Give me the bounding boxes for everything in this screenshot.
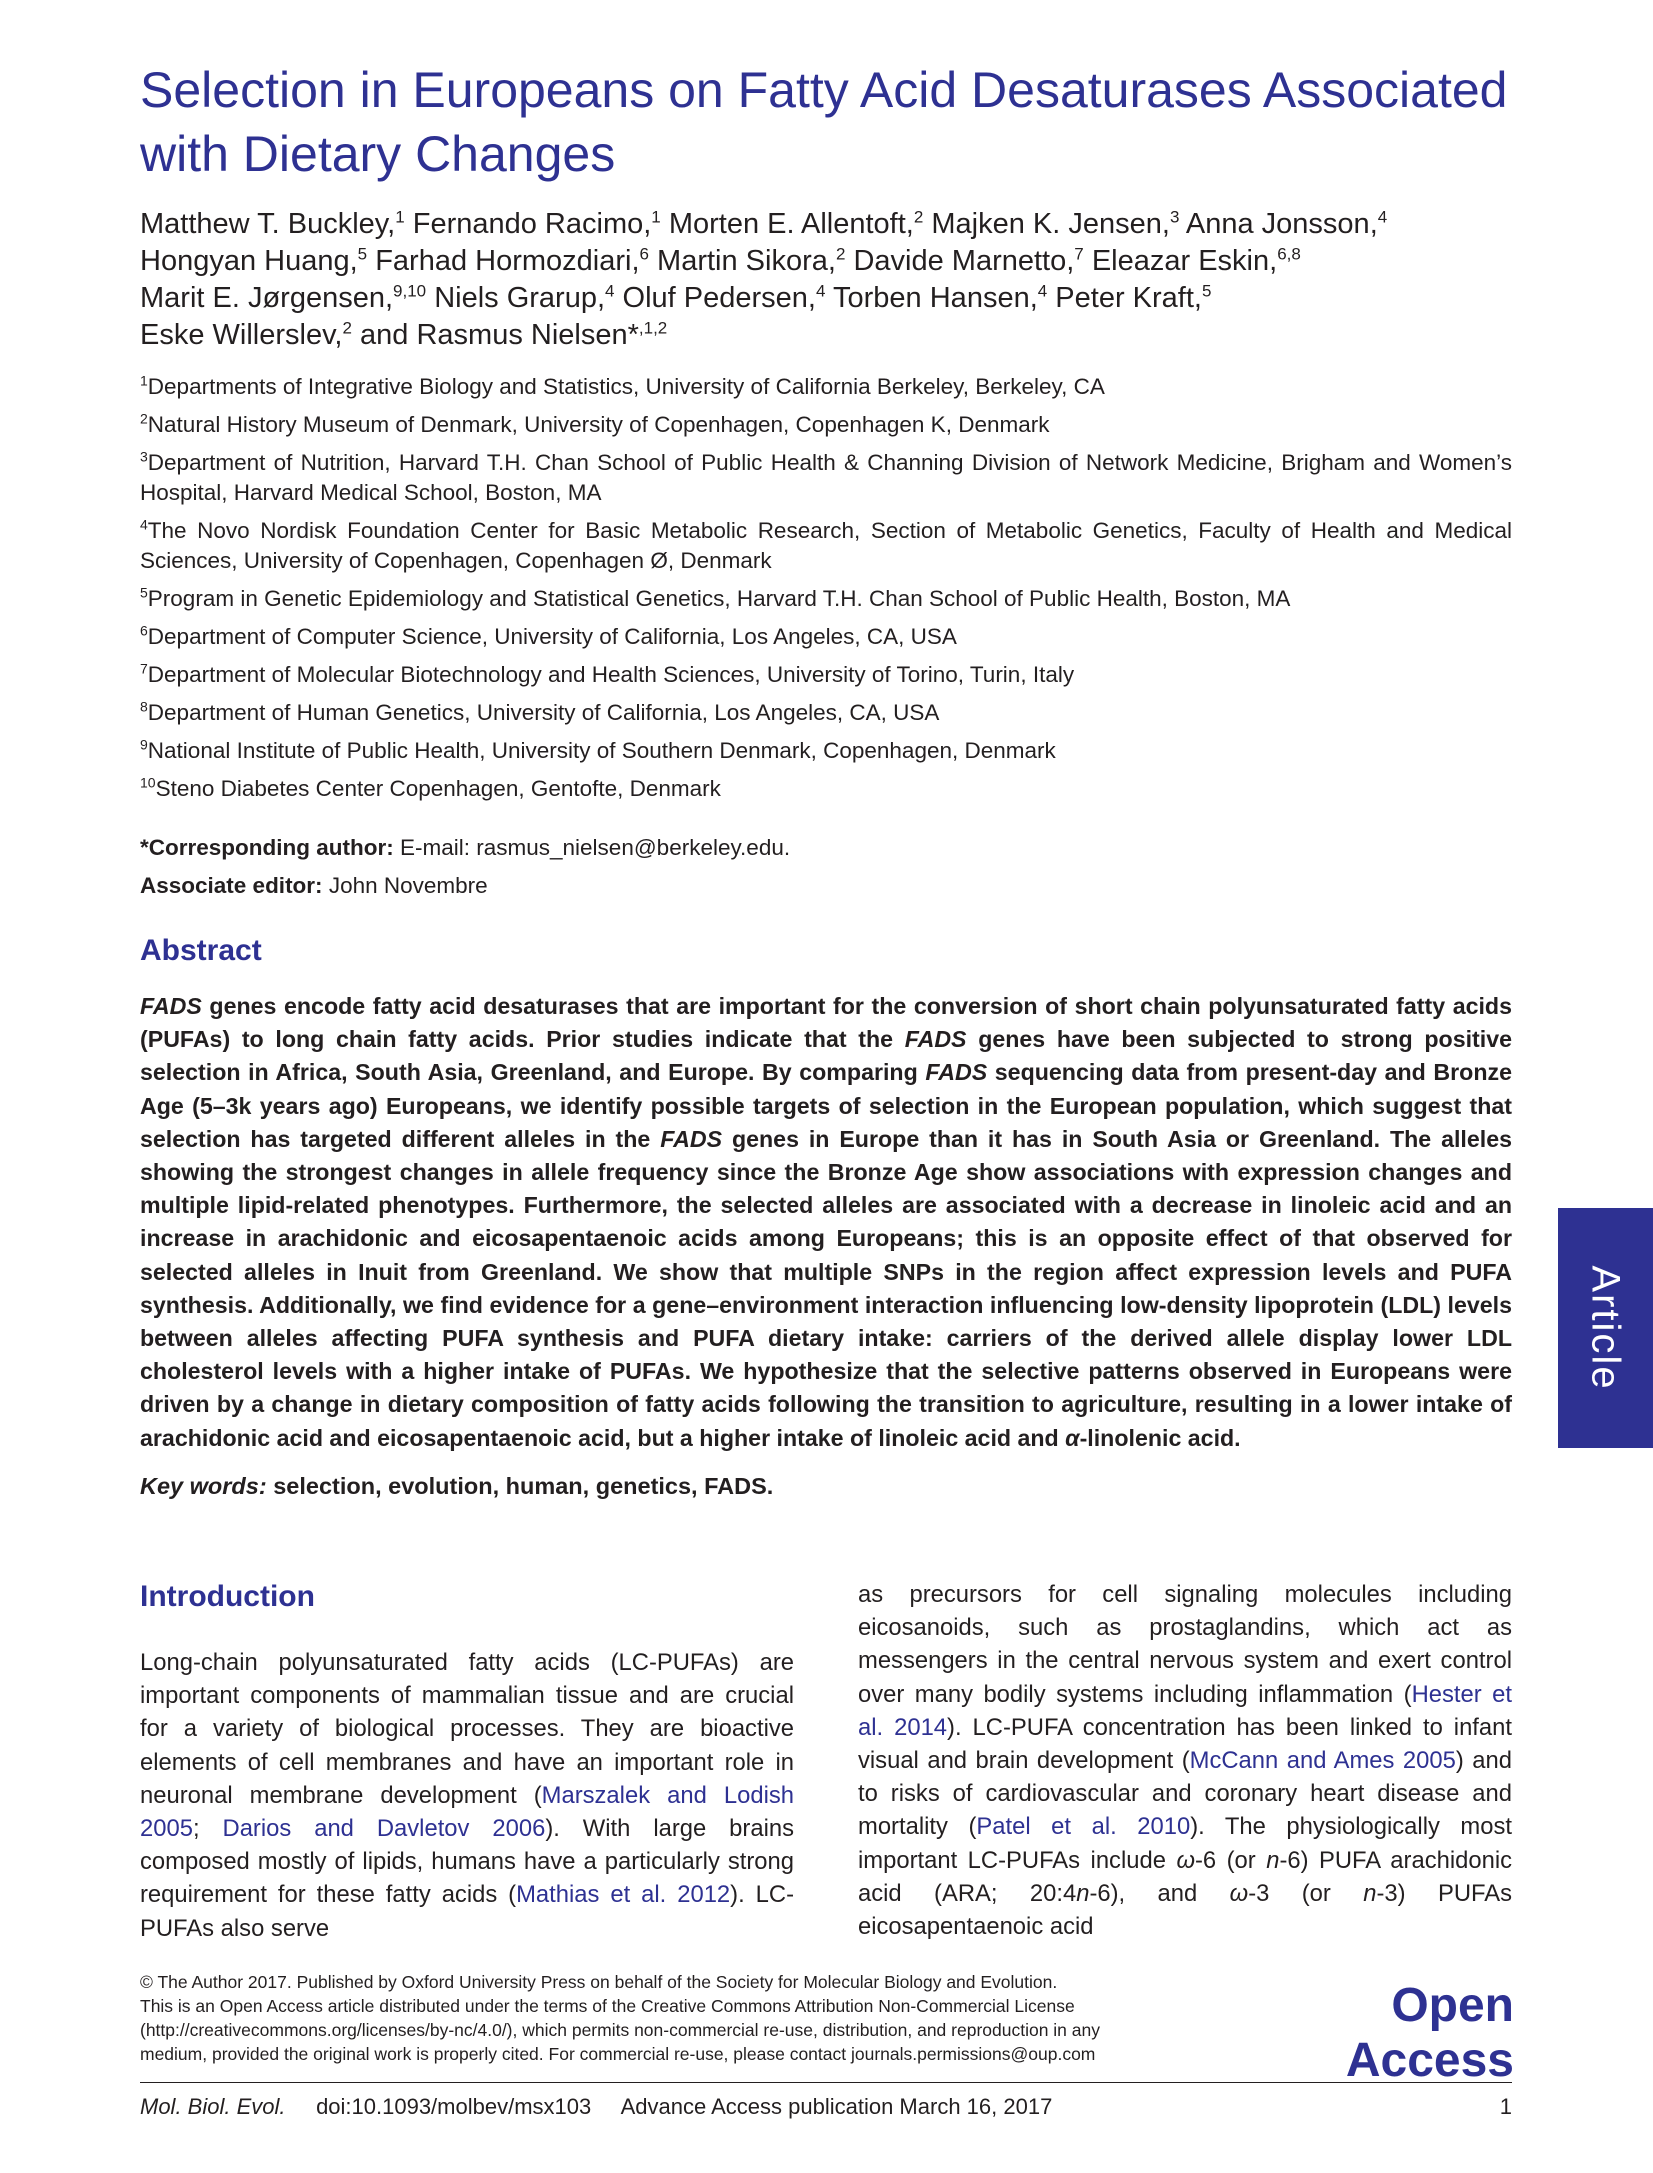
text-run: FADS xyxy=(140,993,202,1019)
author-affiliation-ref: 9,10 xyxy=(393,281,427,301)
text-run: FADS xyxy=(660,1125,723,1152)
text-run: ω xyxy=(1176,1846,1195,1874)
author-name: Eske Willerslev, xyxy=(140,319,343,351)
author-line xyxy=(140,243,1520,280)
affiliation-number: 4 xyxy=(140,516,148,533)
corresponding-author xyxy=(140,829,1512,867)
author-affiliation-ref: 5 xyxy=(357,244,368,264)
author-affiliation-ref: 1 xyxy=(651,207,661,227)
text-run: -3) PUFAs eicosapentaenoic acid xyxy=(858,1879,1513,1941)
affiliation-number: 2 xyxy=(140,410,148,427)
footer-divider xyxy=(140,2082,1512,2083)
affiliation-text: Department of Human Genetics, University of California, Los Angeles, CA, USA xyxy=(147,700,940,725)
text-run: as precursors for cell signaling molecules including eicosanoids, such as prostaglandins, which act as messengers in the central nervous system and exert control over many bodily systems including inflammation ( xyxy=(858,1581,1512,1708)
text-run: genes in Europe than it has in South Asia or Greenland. The alleles showing the strongest changes in allele frequency since the Bronze Age show associations with expression changes and multiple lipid-related phenotypes. Furthermore, the selected alleles are associated with a decrease in linoleic acid and an increase in arachidonic and eicosapentaenoic acids among Europeans; this is an opposite effect of that observed for selected alleles in Inuit from Greenland. We show that multiple SNPs in the region affect expression levels and PUFA synthesis. Additionally, we find evidence for a gene–environment interaction influencing low-density lipoprotein (LDL) levels between alleles affecting PUFA synthesis and PUFA dietary intake: carriers of the derived allele display lower LDL cholesterol levels with a higher intake of PUFAs. We hypothesize that the selective patterns observed in Europeans were driven by a change in dietary composition of fatty acids following the transition to agriculture, resulting in a lower intake of arachidonic acid and eicosapentaenoic acid, but a higher intake of linoleic acid and xyxy=(140,1125,1512,1451)
abstract-body xyxy=(140,990,1512,1455)
text-run: sequencing data from present-day and Bronze Age (5–3k years ago) Europeans, we identify possible targets of selection in the European population, which suggest that selection has targeted different alleles in the xyxy=(140,1059,1512,1152)
article-meta xyxy=(140,829,1512,905)
text-run: n xyxy=(1076,1879,1090,1907)
affiliation xyxy=(140,372,1512,402)
text-run: α xyxy=(1065,1424,1080,1451)
text-run: Long-chain polyunsaturated fatty acids (LC-PUFAs) are important components of mammalian tissue and are crucial for a variety of biological processes. They are bioactive elements of cell membranes and have an important role in neuronal membrane development ( xyxy=(140,1649,794,1809)
affiliation xyxy=(140,774,1512,804)
citation-link[interactable]: Marszalek and Lodish 2005 xyxy=(140,1781,794,1843)
text-run: FADS xyxy=(904,1026,967,1053)
article-side-tab xyxy=(1558,1208,1653,1448)
author-name: Fernando Racimo, xyxy=(412,208,652,240)
affiliation-number: 5 xyxy=(140,584,148,601)
abstract-text xyxy=(140,990,1512,1455)
author-affiliation-ref: 2 xyxy=(913,207,924,227)
corresponding-author-label: *Corresponding author: xyxy=(140,835,394,860)
open-access-label: Open Access xyxy=(1345,1979,1514,2087)
author-line xyxy=(140,280,1520,317)
author-affiliation-ref: 5 xyxy=(1201,281,1212,301)
affiliation-text: Department of Computer Science, University of California, Los Angeles, CA, USA xyxy=(147,624,957,649)
author-affiliation-ref: 4 xyxy=(816,281,826,301)
page-number: 1 xyxy=(1499,2094,1512,2119)
affiliation-number: 3 xyxy=(140,448,148,465)
article-title: Selection in Europeans on Fatty Acid Desaturases Associated with Dietary Changes xyxy=(140,62,1508,182)
license-line: © The Author 2017. Published by Oxford University Press on behalf of the Society for Molecular Biology and Evolution. xyxy=(140,1972,1058,1992)
author-name: Peter Kraft, xyxy=(1055,282,1202,314)
abstract-heading: Abstract xyxy=(140,934,262,967)
text-run: genes encode fatty acid desaturases that are important for the conversion of short chain polyunsaturated fatty acids (PUFAs) to long chain fatty acids. Prior studies indicate that the xyxy=(140,993,1512,1053)
affiliation-text: Departments of Integrative Biology and Statistics, University of California Berkeley, Berkeley, CA xyxy=(147,374,1105,399)
author-affiliation-ref: 3 xyxy=(1169,207,1180,227)
citation-link[interactable]: Darios and Davletov 2006 xyxy=(222,1815,546,1843)
author-name: Matthew T. Buckley, xyxy=(140,208,396,240)
author-name: Martin Sikora, xyxy=(657,245,836,277)
affiliation-text: Department of Nutrition, Harvard T.H. Chan School of Public Health & Channing Division of Network Medicine, Brigham and Women’s Hospital, Harvard Medical School, Boston, MA xyxy=(140,450,1512,505)
corresponding-author-email: E-mail: rasmus_nielsen@berkeley.edu. xyxy=(393,835,791,860)
affiliation-text: Department of Molecular Biotechnology and Health Sciences, University of Torino, Turin, Italy xyxy=(147,662,1075,687)
affiliation xyxy=(140,516,1512,576)
introduction-paragraph-right xyxy=(858,1578,1512,1943)
author-affiliation-ref: 1 xyxy=(395,207,405,227)
author-name: Anna Jonsson, xyxy=(1185,208,1378,240)
author-name: Eleazar Eskin, xyxy=(1091,245,1278,277)
text-run: -6), and xyxy=(1089,1879,1230,1907)
associate-editor-label: Associate editor: xyxy=(140,873,323,898)
affiliation xyxy=(140,410,1512,440)
affiliation-text: The Novo Nordisk Foundation Center for Basic Metabolic Research, Section of Metabolic Genetics, Faculty of Health and Medical Sciences, University of Copenhagen, Copenhagen Ø, Denmark xyxy=(140,518,1512,573)
license-line: This is an Open Access article distributed under the terms of the Creative Commons Attribution Non-Commercial License xyxy=(140,1996,1075,2016)
introduction-left-column xyxy=(140,1646,794,1945)
advance-access-date: Advance Access publication March 16, 2017 xyxy=(620,2094,1053,2119)
author-name: Farhad Hormozdiari, xyxy=(375,245,640,277)
author-name: and Rasmus Nielsen* xyxy=(360,319,639,351)
author-name: Morten E. Allentoft, xyxy=(668,208,914,240)
author-affiliation-ref: 6,8 xyxy=(1277,244,1301,264)
author-name: Oluf Pedersen, xyxy=(622,282,816,314)
author-affiliation-ref: ,1,2 xyxy=(638,318,668,338)
affiliation-number: 9 xyxy=(140,736,148,753)
text-run: -linolenic acid. xyxy=(1079,1424,1241,1451)
affiliation-number: 10 xyxy=(140,774,156,791)
text-run: n xyxy=(1363,1879,1377,1907)
author-name: Marit E. Jørgensen, xyxy=(140,282,394,314)
author-affiliation-ref: 2 xyxy=(342,318,352,338)
author-affiliation-ref: 2 xyxy=(835,244,846,264)
text-run: ). The physiologically most important LC-PUFAs include xyxy=(858,1813,1512,1874)
author-name: Majken K. Jensen, xyxy=(931,208,1170,240)
citation-link[interactable]: McCann and Ames 2005 xyxy=(1189,1747,1456,1775)
affiliation-text: Steno Diabetes Center Copenhagen, Gentofte, Denmark xyxy=(155,776,721,801)
text-run: ) and to risks of cardiovascular and coronary heart disease and mortality ( xyxy=(858,1747,1512,1841)
author-affiliation-ref: 4 xyxy=(1377,207,1388,227)
introduction-heading: Introduction xyxy=(140,1580,315,1613)
author-affiliation-ref: 4 xyxy=(1037,281,1048,301)
author-name: Davide Marnetto, xyxy=(853,245,1075,277)
keywords xyxy=(140,1470,1512,1503)
associate-editor xyxy=(140,867,1512,905)
affiliation-number: 6 xyxy=(140,622,148,639)
doi: doi:10.1093/molbev/msx103 xyxy=(316,2094,592,2119)
text-run: ). With large brains composed mostly of lipids, humans have a particularly strong requirement for these fatty acids ( xyxy=(140,1815,794,1909)
author-name: Torben Hansen, xyxy=(833,282,1038,314)
author-affiliation-ref: 7 xyxy=(1074,244,1084,264)
text-run: ω xyxy=(1229,1879,1249,1907)
keywords-label: Key words: xyxy=(140,1473,267,1499)
text-run: genes have been subjected to strong positive selection in Africa, South Asia, Greenland, and Europe. By comparing xyxy=(140,1026,1512,1086)
author-line xyxy=(140,206,1520,243)
affiliation-number: 7 xyxy=(140,660,148,677)
affiliation xyxy=(140,622,1512,652)
citation-link[interactable]: Mathias et al. 2012 xyxy=(516,1881,731,1909)
associate-editor-name: John Novembre xyxy=(322,873,488,898)
license-line: medium, provided the original work is properly cited. For commercial re-use, please contact journals.permissions@oup.com xyxy=(140,2044,1096,2064)
affiliation xyxy=(140,584,1512,614)
affiliation xyxy=(140,736,1512,766)
article-side-tab-label: Article xyxy=(1583,1265,1628,1391)
text-run: ; xyxy=(192,1815,223,1843)
affiliation-list xyxy=(140,372,1512,812)
text-run: n xyxy=(1266,1846,1280,1874)
author-line xyxy=(140,317,1520,354)
text-run: -6) PUFA arachidonic acid (ARA; 20:4 xyxy=(858,1846,1513,1907)
affiliation-text: National Institute of Public Health, University of Southern Denmark, Copenhagen, Denmark xyxy=(147,738,1056,763)
keywords-value: selection, evolution, human, genetics, FADS. xyxy=(266,1473,774,1499)
text-run: FADS xyxy=(925,1059,988,1086)
affiliation xyxy=(140,660,1512,690)
text-run: ). LC-PUFA concentration has been linked to infant visual and brain development ( xyxy=(858,1713,1512,1775)
affiliation-number: 8 xyxy=(140,698,148,715)
affiliation xyxy=(140,698,1512,728)
affiliation-text: Natural History Museum of Denmark, University of Copenhagen, Copenhagen K, Denmark xyxy=(147,412,1050,437)
author-name: Niels Grarup, xyxy=(434,282,606,314)
author-name: Hongyan Huang, xyxy=(140,245,358,277)
license-notice xyxy=(140,1970,1190,2066)
text-run: ). LC-PUFAs also serve xyxy=(140,1881,794,1942)
affiliation-number: 1 xyxy=(140,372,148,389)
affiliation xyxy=(140,448,1512,508)
journal-name: Mol. Biol. Evol. xyxy=(140,2094,286,2119)
citation-link[interactable]: Hester et al. 2014 xyxy=(858,1680,1512,1741)
license-line: (http://creativecommons.org/licenses/by-nc/4.0/), which permits non-commercial re-use, distribution, and reproduction in any xyxy=(140,2020,1100,2040)
author-affiliation-ref: 4 xyxy=(605,281,615,301)
text-run: -3 (or xyxy=(1248,1879,1364,1907)
page-footer xyxy=(140,2093,1512,2121)
text-run: -6 (or xyxy=(1194,1846,1267,1874)
author-affiliation-ref: 6 xyxy=(639,244,649,264)
introduction-right-column xyxy=(858,1578,1512,1943)
introduction-paragraph-left xyxy=(140,1646,794,1945)
author-list xyxy=(140,206,1520,354)
citation-link[interactable]: Patel et al. 2010 xyxy=(976,1813,1191,1841)
affiliation-text: Program in Genetic Epidemiology and Statistical Genetics, Harvard T.H. Chan School of Public Health, Boston, MA xyxy=(147,586,1291,611)
